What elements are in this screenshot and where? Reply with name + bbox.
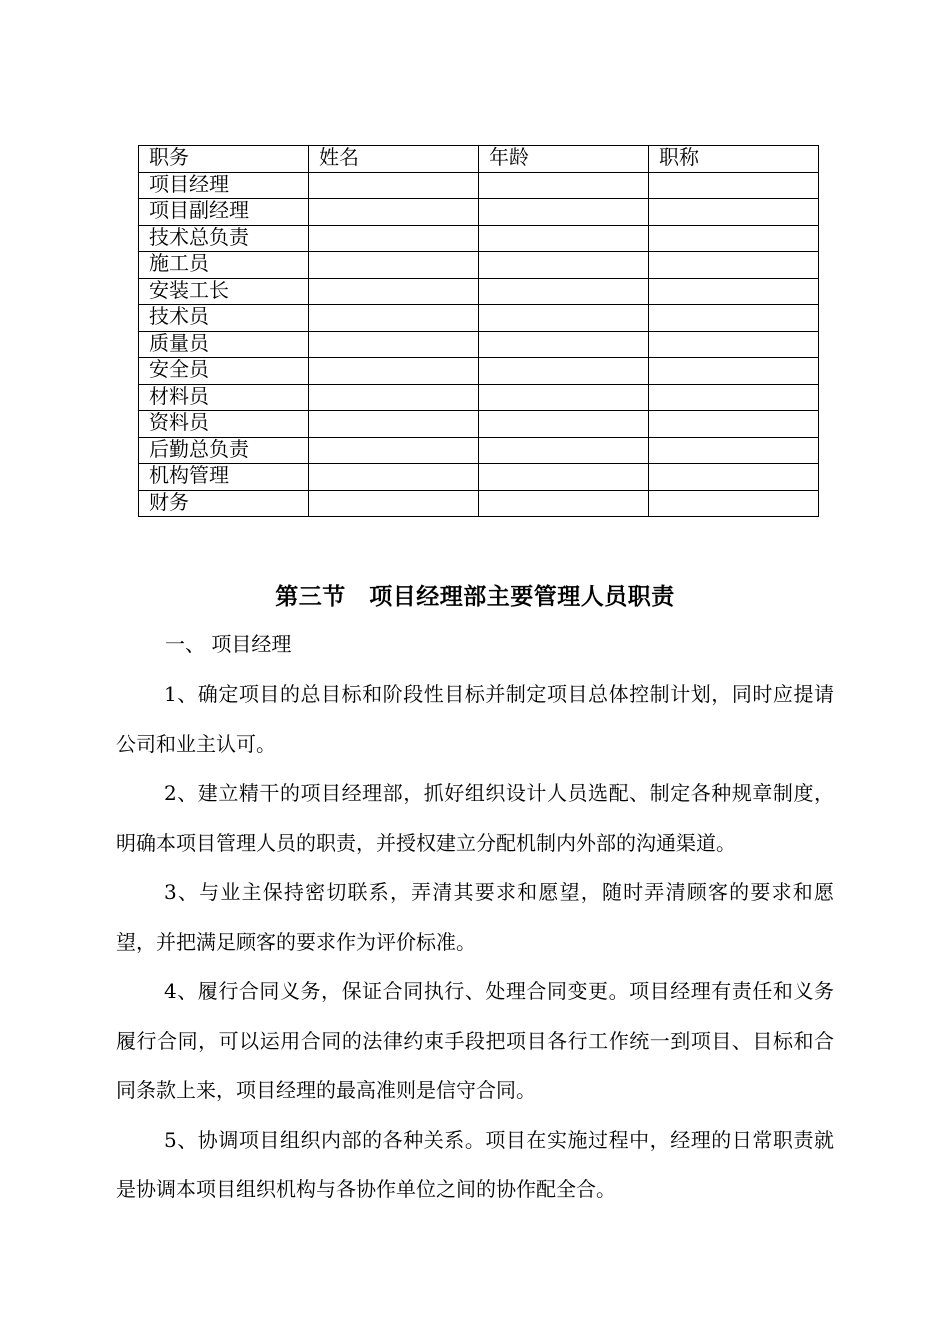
table-row [139, 172, 819, 199]
table-cell: 技术总负责 [139, 225, 309, 252]
table-cell: 资料员 [139, 411, 309, 438]
table-cell [649, 278, 819, 305]
table-cell: 项目经理 [139, 172, 309, 199]
table-row [139, 358, 819, 385]
table-cell [309, 384, 479, 411]
table-cell [649, 490, 819, 517]
table-cell: 项目副经理 [139, 199, 309, 226]
table-row [139, 305, 819, 332]
table-cell [479, 411, 649, 438]
table-row [139, 490, 819, 517]
table-cell [309, 225, 479, 252]
table-cell [479, 252, 649, 279]
table-cell [479, 384, 649, 411]
paragraph: 2、建立精干的项目经理部，抓好组织设计人员选配、制定各种规章制度，明确本项目管理人员的职责，并授权建立分配机制内外部的沟通渠道。 [116, 781, 834, 855]
table-cell [649, 437, 819, 464]
table-cell: 后勤总负责 [139, 437, 309, 464]
table-cell [479, 172, 649, 199]
paragraph: 1、确定项目的总目标和阶段性目标并制定项目总体控制计划，同时应提请公司和业主认可。 [116, 682, 834, 756]
table-cell: 机构管理 [139, 464, 309, 491]
table-cell [309, 411, 479, 438]
table-cell [649, 331, 819, 358]
table-cell [309, 278, 479, 305]
table-cell [649, 411, 819, 438]
table-cell [479, 464, 649, 491]
table-row [139, 199, 819, 226]
table-cell [479, 490, 649, 517]
table-cell: 财务 [139, 490, 309, 517]
table-cell [649, 252, 819, 279]
table-cell [309, 305, 479, 332]
table-cell: 材料员 [139, 384, 309, 411]
table-row [139, 225, 819, 252]
paragraph: 5、协调项目组织内部的各种关系。项目在实施过程中，经理的日常职责就是协调本项目组织机构与各协作单位之间的协作配全合。 [116, 1127, 834, 1201]
paragraph: 3、与业主保持密切联系，弄清其要求和愿望，随时弄清顾客的要求和愿望，并把满足顾客的要求作为评价标准。 [116, 880, 834, 954]
table-cell: 施工员 [139, 252, 309, 279]
table-cell [479, 358, 649, 385]
table-row [139, 252, 819, 279]
table-cell: 质量员 [139, 331, 309, 358]
table-cell [649, 384, 819, 411]
table-row [139, 384, 819, 411]
table-cell [309, 172, 479, 199]
table-cell [649, 305, 819, 332]
table-cell [649, 225, 819, 252]
header-cell-name: 姓名 [309, 146, 479, 173]
table-cell [309, 437, 479, 464]
table-header-row [139, 146, 819, 173]
table-row [139, 464, 819, 491]
table-cell: 技术员 [139, 305, 309, 332]
sub-heading: 一、 项目经理 [165, 632, 292, 656]
table-cell [479, 437, 649, 464]
table-cell [309, 252, 479, 279]
table-cell [479, 305, 649, 332]
table-cell [309, 331, 479, 358]
header-cell-age: 年龄 [479, 146, 649, 173]
table-cell: 安全员 [139, 358, 309, 385]
table-cell [479, 199, 649, 226]
table-row [139, 278, 819, 305]
table-cell [479, 278, 649, 305]
paragraph: 4、履行合同义务，保证合同执行、处理合同变更。项目经理有责任和义务履行合同，可以运用合同的法律约束手段把项目各行工作统一到项目、目标和合同条款上来，项目经理的最高准则是信守合同。 [116, 979, 834, 1102]
table-row [139, 331, 819, 358]
table-cell [309, 199, 479, 226]
header-cell-position: 职务 [139, 146, 309, 173]
table-cell [479, 331, 649, 358]
table-cell [309, 464, 479, 491]
table-cell [649, 464, 819, 491]
table-cell [649, 199, 819, 226]
table-cell [649, 172, 819, 199]
table-cell [479, 225, 649, 252]
table-cell: 安装工长 [139, 278, 309, 305]
table-row [139, 437, 819, 464]
body-text [116, 670, 834, 1215]
header-cell-title: 职称 [649, 146, 819, 173]
table-row [139, 411, 819, 438]
table-cell [309, 358, 479, 385]
table-cell [649, 358, 819, 385]
table-cell [309, 490, 479, 517]
section-title: 第三节 项目经理部主要管理人员职责 [275, 583, 675, 610]
staff-table [138, 145, 819, 517]
